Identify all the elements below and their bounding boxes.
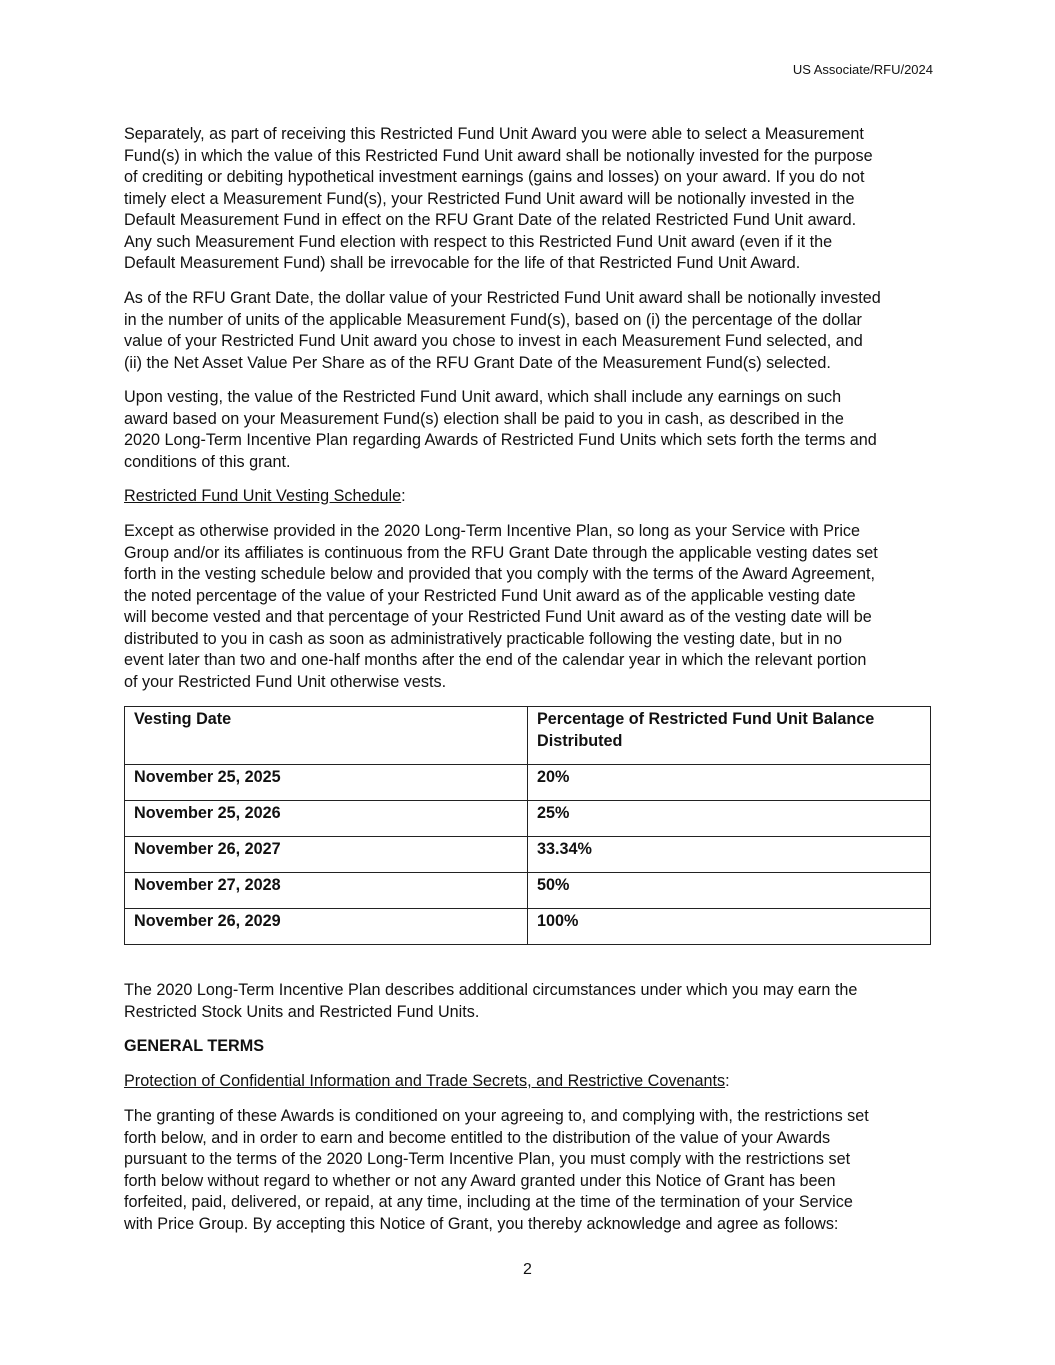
text-line: Upon vesting, the value of the Restricted Fund Unit award, which shall include any earnings on such xyxy=(124,388,842,406)
text-line: Separately, as part of receiving this Restricted Fund Unit Award you were able to select a Measurement xyxy=(124,125,864,143)
table-row xyxy=(125,837,931,873)
paragraph-additional-circumstances xyxy=(124,980,944,1023)
text-line: forth below without regard to whether or not any Award granted under this Notice of Grant has been xyxy=(124,1171,836,1190)
text-line: of crediting or debiting hypothetical investment earnings (gains and losses) on your award. If you do not xyxy=(124,168,865,186)
document-header: US Associate/RFU/2024 xyxy=(792,62,933,77)
percentage-cell: 100% xyxy=(528,909,931,945)
text-line: Except as otherwise provided in the 2020 Long-Term Incentive Plan, so long as your Service with Price xyxy=(124,522,861,540)
paragraph-granting-conditions xyxy=(124,1106,944,1235)
text-line: Any such Measurement Fund election with respect to this Restricted Fund Unit award (even if it the xyxy=(124,232,833,251)
vesting-date-cell: November 25, 2025 xyxy=(125,765,528,801)
text-line: Default Measurement Fund in effect on the RFU Grant Date of the related Restricted Fund Unit award. xyxy=(124,211,857,229)
protection-heading xyxy=(124,1071,944,1093)
text-line: value of your Restricted Fund Unit award you chose to invest in each Measurement Fund selected, and xyxy=(124,332,863,350)
percentage-cell: 20% xyxy=(528,765,931,801)
table-row xyxy=(125,801,931,837)
vesting-date-cell: November 26, 2027 xyxy=(125,837,528,873)
paragraph-measurement-fund xyxy=(124,124,944,275)
table-row xyxy=(125,909,931,945)
text-line: award based on your Measurement Fund(s) election shall be paid to you in cash, as described in the xyxy=(124,409,844,428)
text-line: Group and/or its affiliates is continuous from the RFU Grant Date through the applicable vesting dates set xyxy=(124,543,878,562)
text-line: event later than two and one-half months after the end of the calendar year in which the relevant portion xyxy=(124,651,867,669)
text-line: Restricted Stock Units and Restricted Fund Units. xyxy=(124,1002,480,1021)
text-line: of your Restricted Fund Unit otherwise vests. xyxy=(124,672,447,691)
table-row xyxy=(125,873,931,909)
text-line: in the number of units of the applicable Measurement Fund(s), based on (i) the percentage of the dollar xyxy=(124,310,862,329)
text-line: pursuant to the terms of the 2020 Long-Term Incentive Plan, you must comply with the restrictions set xyxy=(124,1150,851,1168)
percentage-cell: 25% xyxy=(528,801,931,837)
text-line: the noted percentage of the value of your Restricted Fund Unit award as of the applicable vesting date xyxy=(124,586,856,605)
vesting-date-cell: November 26, 2029 xyxy=(125,909,528,945)
text-line: 2020 Long-Term Incentive Plan regarding Awards of Restricted Fund Units which sets forth the terms and xyxy=(124,431,877,449)
column-header-percentage: Percentage of Restricted Fund Unit Balance Distributed xyxy=(528,707,931,765)
text-line: forth below, and in order to earn and become entitled to the distribution of the value of your Awards xyxy=(124,1128,831,1147)
paragraph-grant-date-value xyxy=(124,288,944,374)
paragraph-upon-vesting xyxy=(124,387,944,473)
text-line: Fund(s) in which the value of this Restricted Fund Unit award shall be notionally invested for the purpose xyxy=(124,146,873,165)
text-line: with Price Group. By accepting this Notice of Grant, you thereby acknowledge and agree as follows: xyxy=(124,1214,839,1233)
colon: : xyxy=(725,1072,730,1090)
vesting-date-cell: November 27, 2028 xyxy=(125,873,528,909)
table-row xyxy=(125,765,931,801)
text-line: forth in the vesting schedule below and provided that you comply with the terms of the Award Agreement, xyxy=(124,565,876,583)
text-line: Default Measurement Fund) shall be irrevocable for the life of that Restricted Fund Unit Award. xyxy=(124,254,801,272)
text-line: forfeited, paid, delivered, or repaid, at any time, including at the time of the termination of your Service xyxy=(124,1193,853,1211)
text-line: will become vested and that percentage of your Restricted Fund Unit award as of the vesting date will be xyxy=(124,608,872,626)
paragraph-vesting-conditions xyxy=(124,521,944,693)
protection-heading-text: Protection of Confidential Information and Trade Secrets, and Restrictive Covenants xyxy=(124,1072,726,1090)
percentage-cell: 33.34% xyxy=(528,837,931,873)
text-line: conditions of this grant. xyxy=(124,452,291,471)
general-terms-heading: GENERAL TERMS xyxy=(124,1037,265,1055)
text-line: (ii) the Net Asset Value Per Share as of the RFU Grant Date of the Measurement Fund(s) selected. xyxy=(124,353,831,372)
vesting-schedule-table xyxy=(124,706,931,945)
vesting-heading-text: Restricted Fund Unit Vesting Schedule xyxy=(124,487,402,505)
text-line: As of the RFU Grant Date, the dollar value of your Restricted Fund Unit award shall be notionally invested xyxy=(124,289,881,307)
vesting-date-cell: November 25, 2026 xyxy=(125,801,528,837)
text-line: timely elect a Measurement Fund(s), your Restricted Fund Unit award will be notionally invested in the xyxy=(124,189,855,208)
percentage-cell: 50% xyxy=(528,873,931,909)
text-line: The 2020 Long-Term Incentive Plan describes additional circumstances under which you may earn the xyxy=(124,981,858,999)
column-header-vesting-date: Vesting Date xyxy=(125,707,528,765)
text-line: The granting of these Awards is conditioned on your agreeing to, and complying with, the restrictions set xyxy=(124,1107,869,1125)
vesting-schedule-heading xyxy=(124,486,944,508)
page-number: 2 xyxy=(523,1261,532,1278)
colon: : xyxy=(401,487,406,505)
table-header-row xyxy=(125,707,931,765)
text-line: distributed to you in cash as soon as administratively practicable following the vesting date, but in no xyxy=(124,629,843,648)
